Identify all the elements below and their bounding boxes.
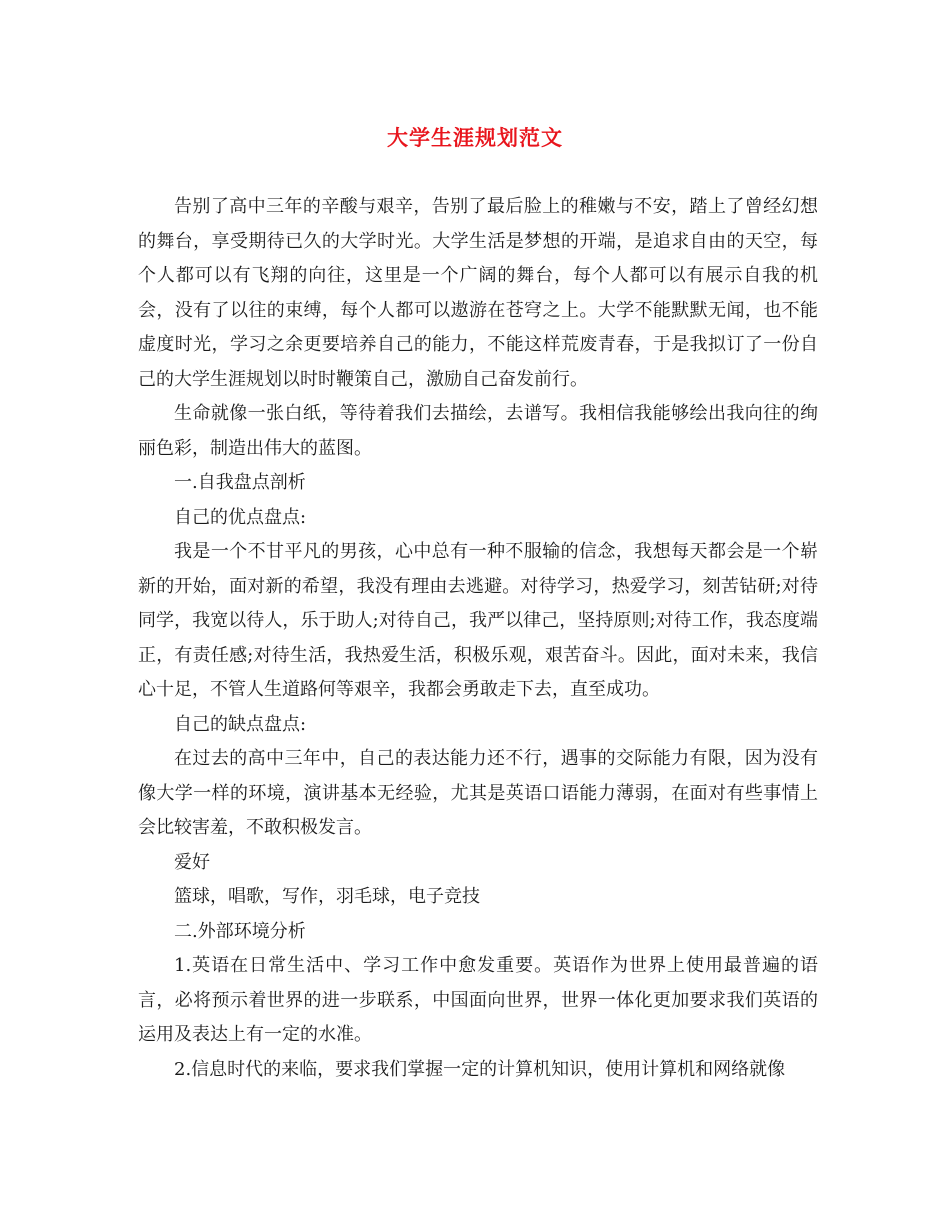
paragraph-life-blank-paper: 生命就像一张白纸，等待着我们去描绘，去谱写。我相信我能够绘出我向往的绚丽色彩，制造出伟大的蓝图。: [138, 403, 818, 459]
section-heading-external-analysis: 二.外部环境分析: [174, 920, 306, 942]
subheading-weaknesses: 自己的缺点盘点:: [174, 713, 307, 735]
section-heading-self-analysis: 一.自我盘点剖析: [174, 472, 306, 493]
paragraph-english: 1.英语在日常生活中、学习工作中愈发重要。英语作为世界上使用最普遍的语言，必将预示着世界的进一步联系，中国面向世界，世界一体化更加要求我们英语的运用及表达上有一定的水准。: [138, 955, 818, 1045]
paragraph-intro: 告别了高中三年的辛酸与艰辛，告别了最后脸上的稚嫩与不安，踏上了曾经幻想的舞台，享受期待已久的大学时光。大学生活是梦想的开端，是追求自由的天空，每个人都可以有飞翔的向往，这里是一个广阔的舞台，每个人都可以有展示自我的机会，没有了以往的束缚，每个人都可以遨游在苍穹之上。大学不能默默无闻，也不能虚度时光，学习之余更要培养自己的能力，不能这样荒废青春，于是我拟订了一份自己的大学生涯规划以时时鞭策自己，激励自己奋发前行。: [138, 196, 818, 390]
document-body: [138, 190, 818, 1087]
subheading-hobbies: 爱好: [174, 851, 210, 873]
paragraph-strengths: 我是一个不甘平凡的男孩，心中总有一种不服输的信念，我想每天都会是一个崭新的开始，面对新的希望，我没有理由去逃避。对待学习，热爱学习，刻苦钻研;对待同学，我宽以待人，乐于助人;对待自己，我严以律己，坚持原则;对待工作，我态度端正，有责任感;对待生活，我热爱生活，积极乐观，艰苦奋斗。因此，面对未来，我信心十足，不管人生道路何等艰辛，我都会勇敢走下去，直至成功。: [138, 541, 818, 700]
paragraph-weaknesses: 在过去的高中三年中，自己的表达能力还不行，遇事的交际能力有限，因为没有像大学一样的环境，演讲基本无经验，尤其是英语口语能力薄弱，在面对有些事情上会比较害羞，不敢积极发言。: [138, 748, 818, 838]
document-title: 大学生涯规划范文: [387, 125, 563, 150]
paragraph-computer: 2.信息时代的来临，要求我们掌握一定的计算机知识，使用计算机和网络就像: [174, 1058, 786, 1080]
paragraph-hobbies: 篮球，唱歌，写作，羽毛球，电子竞技: [174, 886, 480, 907]
subheading-strengths: 自己的优点盘点:: [174, 506, 307, 528]
